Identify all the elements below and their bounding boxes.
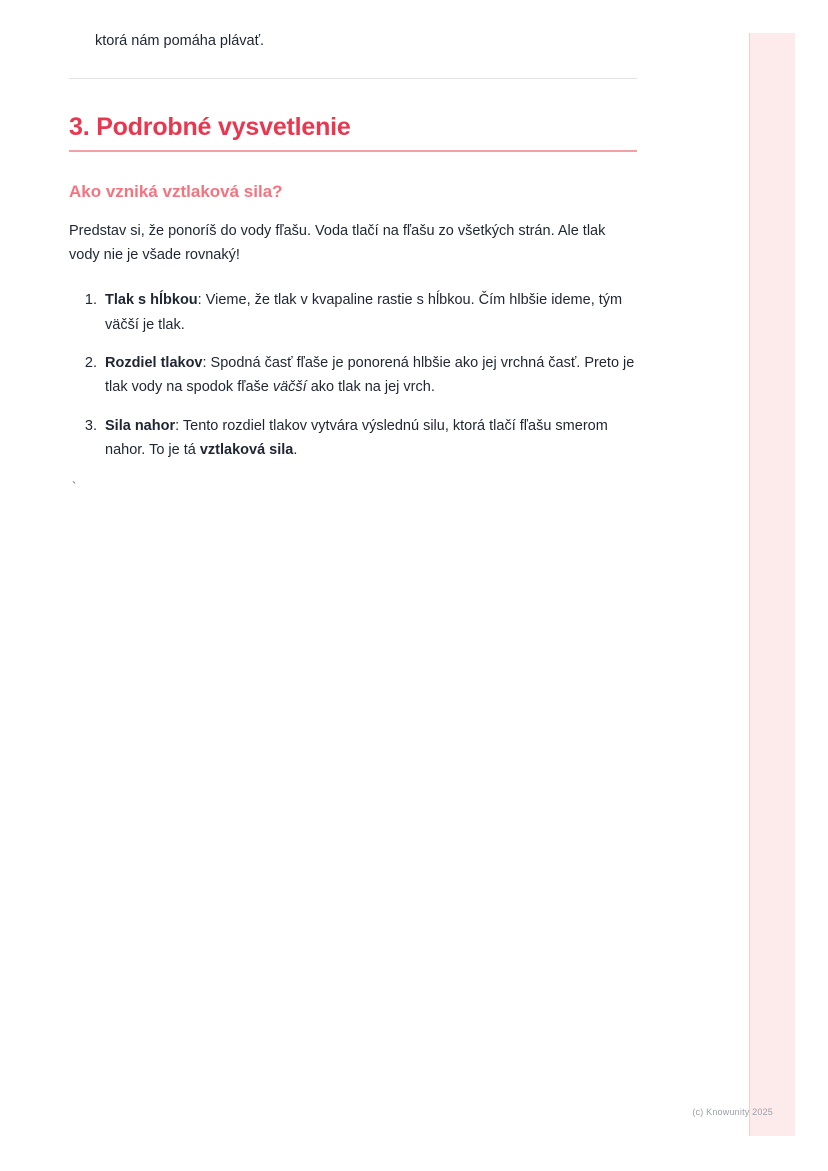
page-side-band	[750, 33, 795, 1136]
stray-character: `	[72, 479, 77, 495]
step-term: Tlak s hĺbkou	[105, 292, 198, 309]
subsection-title: Ako vzniká vztlaková sila?	[69, 182, 283, 202]
intro-paragraph: Predstav si, že ponoríš do vody fľašu. Voda tlačí na fľašu zo všetkých strán. Ale tlak vody nie je všade rovnaký!	[69, 223, 606, 264]
step-text-2: ako tlak na jej vrch.	[306, 379, 435, 396]
step-term: Sila nahor	[105, 417, 176, 434]
list-item	[101, 351, 637, 400]
step-term: Rozdiel tlakov	[105, 355, 203, 372]
footer-credit: (c) Knowunity 2025	[692, 1107, 773, 1117]
step-text-1: : Tento rozdiel tlakov vytvára výslednú silu, ktorá tlačí fľašu smerom nahor. To je tá	[105, 417, 608, 459]
section-title-rule	[69, 150, 637, 152]
list-item	[101, 288, 637, 337]
step-text-1: : Vieme, že tlak v kvapaline rastie s hĺbkou. Čím hlbšie ideme, tým väčší je tlak.	[105, 292, 623, 333]
step-text-2: .	[293, 442, 298, 459]
section-divider	[69, 78, 637, 79]
document-content	[69, 30, 637, 493]
list-item	[101, 414, 637, 463]
steps-list	[69, 288, 637, 462]
step-text-1: : Spodná časť fľaše je ponorená hlbšie ako jej vrchná časť. Preto je tlak vody na spodok fľaše	[105, 355, 635, 396]
step-emphasis: vztlaková sila	[199, 442, 294, 459]
step-emphasis: väčší	[272, 379, 307, 396]
section-title: 3. Podrobné vysvetlenie	[69, 113, 351, 142]
lead-line: ktorá nám pomáha plávať.	[95, 33, 265, 49]
